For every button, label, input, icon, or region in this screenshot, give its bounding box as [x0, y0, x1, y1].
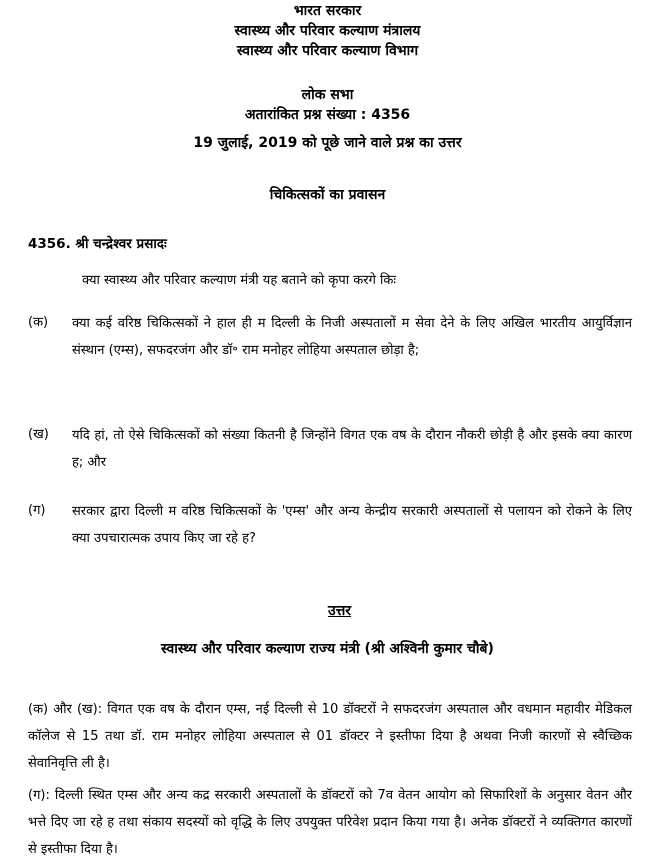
item-text-ka: क्या कई वरिष्ठ चिकित्सकों ने हाल ही म दिल्ली के निजी अस्पतालों म सेवा देने के लिए अखिल भारतीय आयुर्विज्ञान संस्थान (एम्स), सफदरजंग और डॉ॰ राम मनोहर लोहिया अस्पताल छोड़ा है;	[72, 316, 632, 358]
answer-paragraph-ga: (ग): दिल्ली स्थित एम्स और अन्य कद्र सरकारी अस्पतालों के डॉक्टरों को 7व वेतन आयोग को सिफारिशों के अनुसार वेतन और भत्ते दिए जा रहे ह तथा संकाय सदस्यों को वृद्धि के लिए उपयुक्त परिवेश प्रदान किया गया है। अनेक डॉक्टरों ने व्यक्तिगत कारणों से इस्तीफा दिया है।	[28, 788, 632, 857]
answer-heading: उत्तर	[327, 603, 352, 619]
govt-title: भारत सरकार	[293, 3, 362, 19]
house-name: लोक सभा	[301, 87, 354, 103]
item-marker-kha: (ख)	[28, 427, 49, 442]
date-line: 19 जुलाई, 2019 को पूछे जाने वाले प्रश्न का उत्तर	[193, 135, 462, 151]
question-asker: 4356. श्री चन्द्रेश्वर प्रसादः	[28, 236, 167, 252]
question-number-line: अतारांकित प्रश्न संख्या : 4356	[244, 107, 411, 123]
item-text-kha: यदि हां, तो ऐसे चिकित्सकों को संख्या कितनी है जिन्होंने विगत एक वष के दौरान नौकरी छोड़ी है और इसके क्या कारण ह; और	[72, 428, 632, 470]
subject-title: चिकित्सकों का प्रवासन	[269, 187, 386, 203]
item-marker-ka: (क)	[28, 315, 49, 330]
department-title: स्वास्थ्य और परिवार कल्याण विभाग	[236, 43, 419, 59]
answer-paragraph-ka-kha: (क) और (ख): विगत एक वष के दौरान एम्स, नई दिल्ली से 10 डॉक्टरों ने सफदरजंग अस्पताल और वधमान महावीर मेडिकल कॉलेज से 15 तथा डॉ. राम मनोहर लोहिया अस्पताल से 01 डॉक्टर ने इस्तीफा दिया है अथवा निजी कारणों से स्वैच्छिक सेवानिवृत्ति ली है।	[28, 702, 632, 771]
item-marker-ga: (ग)	[28, 503, 46, 518]
ministry-title: स्वास्थ्य और परिवार कल्याण मंत्रालय	[234, 23, 421, 39]
question-intro: क्या स्वास्थ्य और परिवार कल्याण मंत्री यह बताने को कृपा करगे किः	[82, 273, 397, 288]
minister-line: स्वास्थ्य और परिवार कल्याण राज्य मंत्री (श्री अश्विनी कुमार चौबे)	[161, 641, 494, 657]
item-text-ga: सरकार द्वारा दिल्ली म वरिष्ठ चिकित्सकों के 'एम्स' और अन्य केन्द्रीय सरकारी अस्पतालों से पलायन को रोकने के लिए क्या उपचारात्मक उपाय किए जा रहे ह?	[72, 504, 632, 546]
